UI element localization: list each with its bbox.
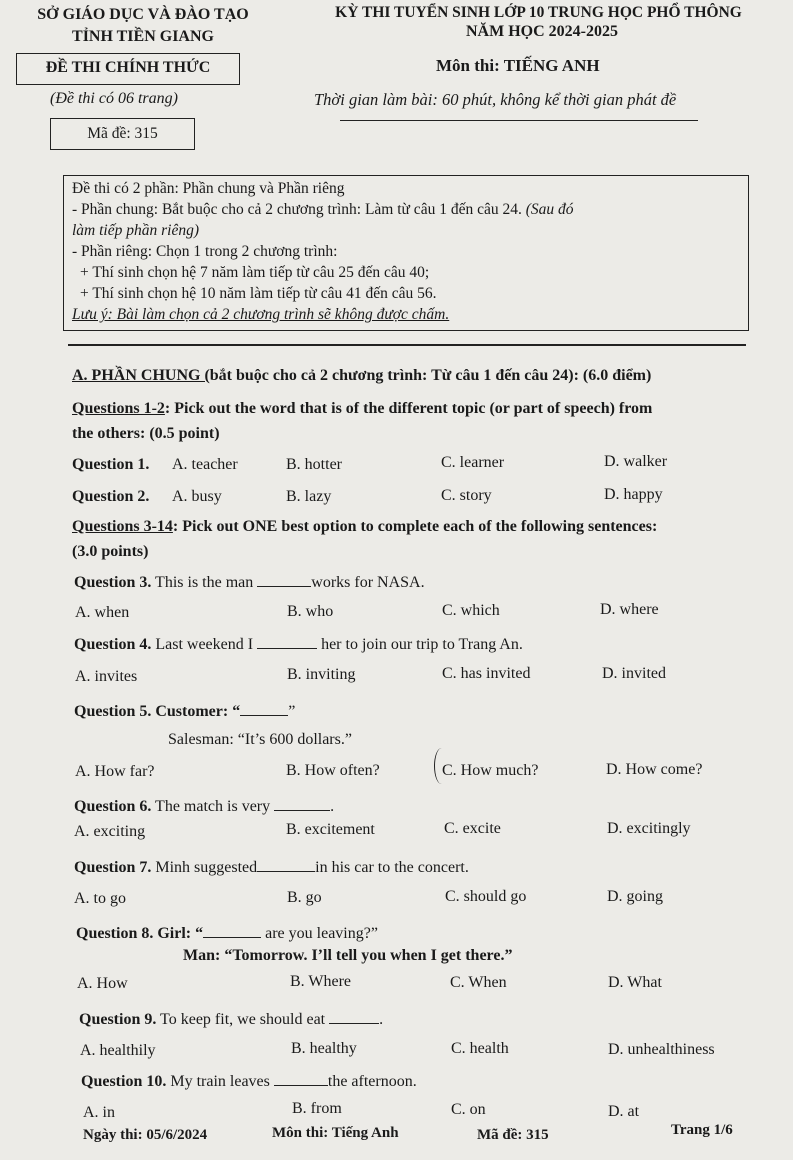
q10-option-a: A. in <box>83 1104 115 1121</box>
q1-option-a: A. teacher <box>172 456 238 473</box>
q6-option-c: C. excite <box>444 820 501 837</box>
q8-option-c: C. When <box>450 974 507 991</box>
footer-page-number: Trang 1/6 <box>671 1122 733 1138</box>
q3-blank <box>257 572 311 587</box>
q9-option-b: B. healthy <box>291 1040 357 1057</box>
q4-option-a: A. invites <box>75 668 138 685</box>
q1-label: Question 1. <box>72 456 150 473</box>
q3-option-b: B. who <box>287 603 334 620</box>
q1-option-c: C. learner <box>441 454 505 471</box>
instructions-line-2: - Phần chung: Bắt buộc cho cả 2 chương trình: Làm từ câu 1 đến câu 24. (Sau đó <box>72 201 574 218</box>
group-1-instruction: Questions 1-2: Pick out the word that is of the different topic (or part of speech) from <box>72 400 653 417</box>
q10-stem: Question 10. My train leaves the afternoon. <box>81 1073 417 1090</box>
q9-blank <box>329 1009 379 1024</box>
q7-option-d: D. going <box>607 888 663 905</box>
instructions-line-6: + Thí sinh chọn hệ 10 năm làm tiếp từ câu 41 đến câu 56. <box>80 285 437 302</box>
q5-blank <box>240 701 288 716</box>
q8-option-b: B. Where <box>290 973 352 990</box>
q5-option-d: D. How come? <box>606 761 703 778</box>
q10-blank <box>274 1071 328 1086</box>
q9-option-a: A. healthily <box>80 1042 156 1059</box>
q6-option-b: B. excitement <box>286 821 375 838</box>
instructions-line-3: làm tiếp phần riêng) <box>72 222 199 239</box>
q2-option-c: C. story <box>441 487 492 504</box>
department-name: SỞ GIÁO DỤC VÀ ĐÀO TẠO <box>37 6 249 23</box>
official-exam-label: ĐỀ THI CHÍNH THỨC <box>45 59 211 76</box>
q7-blank <box>257 857 315 872</box>
q3-stem: Question 3. This is the man works for NASA. <box>74 574 425 591</box>
q5-stem: Question 5. Customer: “ ” <box>74 703 296 720</box>
section-divider <box>68 344 746 346</box>
q2-option-b: B. lazy <box>286 488 332 505</box>
q2-label: Question 2. <box>72 488 150 505</box>
q6-blank <box>274 796 330 811</box>
q10-option-c: C. on <box>451 1101 486 1118</box>
subject-title: Môn thi: TIẾNG ANH <box>436 56 600 75</box>
footer-exam-date: Ngày thi: 05/6/2024 <box>83 1127 208 1143</box>
q1-option-b: B. hotter <box>286 456 342 473</box>
q4-option-d: D. invited <box>602 665 666 682</box>
official-exam-box <box>16 53 240 85</box>
q8-stem: Question 8. Girl: “ are you leaving?” <box>76 925 378 942</box>
q3-option-c: C. which <box>442 602 500 619</box>
q9-option-c: C. health <box>451 1040 509 1057</box>
q9-stem: Question 9. To keep fit, we should eat . <box>79 1011 384 1028</box>
q3-option-a: A. when <box>75 604 130 621</box>
exam-title: KỲ THI TUYỂN SINH LỚP 10 TRUNG HỌC PHỔ THÔNG <box>335 4 742 21</box>
exam-code: Mã đề: 315 <box>87 125 158 142</box>
q1-option-d: D. walker <box>604 453 668 470</box>
q6-option-a: A. exciting <box>74 823 146 840</box>
q8-line-2: Man: “Tomorrow. I’ll tell you when I get there.” <box>183 947 513 964</box>
q8-blank <box>203 923 261 938</box>
time-note: Thời gian làm bài: 60 phút, không kể thời gian phát đề <box>314 90 677 109</box>
q5-option-a: A. How far? <box>75 763 155 780</box>
q8-option-d: D. What <box>608 974 662 991</box>
q5-line-2: Salesman: “It’s 600 dollars.” <box>168 731 352 748</box>
q10-option-d: D. at <box>608 1103 640 1120</box>
q7-stem: Question 7. Minh suggested in his car to the concert. <box>74 859 469 876</box>
q7-option-c: C. should go <box>445 888 527 905</box>
q9-option-d: D. unhealthiness <box>608 1041 715 1058</box>
instructions-line-1: Đề thi có 2 phần: Phần chung và Phần riêng <box>72 180 345 197</box>
q10-option-b: B. from <box>292 1100 342 1117</box>
header-divider <box>340 120 698 121</box>
q7-option-b: B. go <box>287 889 322 906</box>
q6-option-d: D. excitingly <box>607 820 691 837</box>
section-a-title: A. PHẦN CHUNG (bắt buộc cho cả 2 chương trình: Từ câu 1 đến câu 24): (6.0 điểm) <box>72 367 652 384</box>
province-name: TỈNH TIỀN GIANG <box>72 28 214 45</box>
q2-option-d: D. happy <box>604 486 663 503</box>
q5-option-c: C. How much? <box>442 762 539 779</box>
instructions-note: Lưu ý: Bài làm chọn cả 2 chương trình sẽ không được chấm. <box>72 306 450 323</box>
group-2-points: (3.0 points) <box>72 543 149 560</box>
q7-option-a: A. to go <box>74 890 126 907</box>
q8-option-a: A. How <box>77 975 128 992</box>
q5-option-b: B. How often? <box>286 762 380 779</box>
instructions-line-5: + Thí sinh chọn hệ 7 năm làm tiếp từ câu 25 đến câu 40; <box>80 264 430 281</box>
group-2-instruction: Questions 3-14: Pick out ONE best option to complete each of the following sentences: <box>72 518 658 535</box>
footer-subject: Môn thi: Tiếng Anh <box>272 1125 399 1141</box>
pages-note: (Đề thi có 06 trang) <box>50 90 178 107</box>
footer-exam-code: Mã đề: 315 <box>477 1127 549 1143</box>
q4-stem: Question 4. Last weekend I her to join our trip to Trang An. <box>74 636 523 653</box>
q4-blank <box>257 634 317 649</box>
q4-option-c: C. has invited <box>442 665 531 682</box>
school-year: NĂM HỌC 2024-2025 <box>466 23 618 40</box>
q3-option-d: D. where <box>600 601 659 618</box>
instructions-line-4: - Phần riêng: Chọn 1 trong 2 chương trình: <box>72 243 338 260</box>
instructions-box <box>63 175 749 331</box>
exam-code-box <box>50 118 195 150</box>
q4-option-b: B. inviting <box>287 666 356 683</box>
q6-stem: Question 6. The match is very . <box>74 798 335 815</box>
group-1-points: the others: (0.5 point) <box>72 425 220 442</box>
q2-option-a: A. busy <box>172 488 222 505</box>
